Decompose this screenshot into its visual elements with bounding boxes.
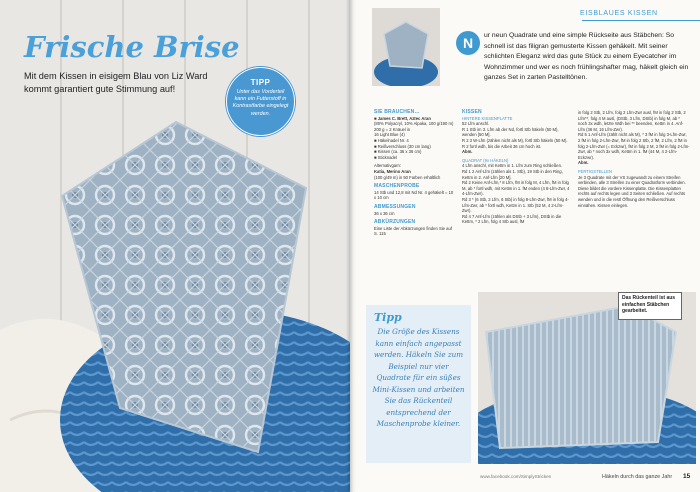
footer-text: Häkeln durch das ganze Jahr [602, 474, 673, 480]
alt-yarn-name: Katia, Merino Aran [374, 168, 411, 174]
size-heading: ABMESSUNGEN [374, 203, 416, 210]
alt-yarn-heading: Alternativgarn: [374, 163, 401, 169]
footer-url: www.facebook.com/SimplyStricken [480, 474, 552, 479]
abbr-text: Eine Liste der Abkürzungen finden Sie auf S. 115 [374, 225, 452, 237]
right-page [350, 0, 700, 492]
subheading: HINTERE KISSENPLATTE [462, 115, 513, 121]
material-item: ■ Häkelnadel Nr. 4 [374, 137, 409, 143]
tip-box [366, 305, 471, 463]
materials-column [374, 110, 454, 237]
instruction-text: R 2 fortl wdh, bis die Arbeit 36 cm hoch ist. [462, 143, 542, 149]
instruction-text: R 2 3 W-Lfm (zählen nicht als M), fortl Stb häkeln (50 M). [462, 137, 568, 143]
page-number: 15 [683, 473, 691, 480]
page-subtitle: Mit dem Kissen in eisigem Blau von Liz Ward kommt garantiert gute Stimmung auf! [24, 71, 208, 94]
material-item: 200 g = 2 Knäuel in [374, 126, 411, 132]
intro-paragraph: ur neun Quadrate und eine simple Rückseite aus Stäbchen: So schnell ist das filigran gemusterte Kissen gehäkelt. Mit seiner schlichten Eleganz wird das gute Stück zu einem Eyecatcher im Wohnzimmer und wer es noch frühlingshafter mag, häkelt gleich ein ganzes Set in zarten Pastelltönen. [484, 32, 689, 82]
instruction-text: Abm. [578, 160, 589, 166]
material-item: (80% Polyacryl, 10% Alpaka, 100 g/190 m) [374, 121, 454, 127]
material-item: ■ James C. Brett, Aztec Aran [374, 115, 431, 121]
size-text: 36 x 36 cm [374, 210, 395, 216]
subheading: QUADRAT (9x HÄKELN) [462, 157, 509, 163]
tip-text: Die Größe des Kissens kann einfach angepasst werden. Häkeln Sie zum Beispiel nur vier Quadrate für ein süßes Mini-Kissen und arbeiten Sie das Rückenteil entsprechend der Maschenprobe kleiner. [372, 327, 465, 428]
materials-heading: SIE BRAUCHEN… [374, 109, 420, 115]
material-item: ■ Sticknadel [374, 154, 398, 160]
instructions-column-2 [578, 110, 690, 208]
material-item: ■ Reißverschluss (30 cm lang) [374, 143, 431, 149]
page-title: Frische Brise [24, 30, 240, 64]
instruction-text: 4 Lfm anschl, mit Kettm in 1. Lfm zum Ring schließen. [462, 163, 563, 169]
instruction-text: Rd 3 * (6 Stb, 2 Lfm, 6 Stb) in folg 8-Lfm-Zwr, fM in folg 4-Lfm-Zwr, ab * fortl wdh, Kettm in 1. Stb (52 M, 4 2-Lfm-Zwr). [462, 196, 569, 214]
drop-cap: N [456, 31, 480, 55]
subheading: FERTIGSTELLEN [578, 168, 612, 174]
material-item: 16 Light Blue (4) [374, 132, 405, 138]
instruction-text: in folg 2 Stb, 2 Lfm, folg 2 Lfm-Zwr ausl, fM in folg 2 Stb, 2 Lfm**, folg 4 M ausl, (DStb, 3 Lfm, DStb) in folg M, ab * noch 3x wdh, letzte Wdh bei ** beenden, Kettm in 4. Anf-Lfm (36 M, 16 Lfm-Zwr). [578, 110, 686, 132]
gutter-shadow [346, 0, 356, 492]
abbr-heading: ABKÜRZUNGEN [374, 219, 416, 226]
tip-heading: Tipp [374, 311, 402, 324]
gauge-heading: MASCHENPROBE [374, 183, 420, 190]
instructions-heading: KISSEN [462, 109, 482, 115]
instruction-text: Je 3 Quadrate mit der VS zugewandt zu einem Streifen verbinden, alle 3 Streifen zu einer Quadratform verbinden. Diese bildet die vordere Kissenplatte. Die Kissenplatten rechts auf rechts legen und 3 Seiten schließen. Auf rechts wenden und in die restl Öffnung den Reißverschluss einnähen. Kissen einlegen. [578, 174, 686, 208]
tip-badge-text: Unter das Vorderteil kann ein Futterstoff in Kontrastfarbe eingelegt werden. [232, 89, 289, 117]
instruction-text: Rd 2 Keine Anf-Lfm,* 8 Lfm, fM in folg M, 4 Lfm, fM in folg M, ab * fortl wdh, mit Kettm in 1. fM enden (4 8-Lfm-Zwr, 4 4-Lfm-Zwr). [462, 180, 570, 197]
thumbnail-photo [372, 8, 440, 86]
section-rule [582, 20, 700, 21]
instruction-text: Abm. [462, 149, 473, 155]
alt-yarn-text: (100 g/49 m) in 50 Farben erhältlich [374, 174, 441, 180]
tip-badge-label: TIPP [250, 78, 271, 87]
instructions-column-1 [462, 110, 570, 225]
section-label: EISBLAUES KISSEN [580, 10, 658, 17]
gauge-text: 14 Stb und 12,8 mit Nd Nr. 4 gehäkelt = 10 x 10 cm [374, 189, 454, 201]
instruction-text: Rd 1 2 Anf-Lfm (zählen als 1. Stb), 19 Stb in den Ring, Kettm in 2. Anf-Lfm [20 M]. [462, 168, 563, 180]
photo-caption: Das Rückenteil ist aus einfachen Stäbchen gearbeitet. [618, 292, 682, 320]
instruction-text: 52 Lfm anschl. [462, 121, 490, 127]
instruction-text: R 1 Stb im 3. Lfm ab der Nd, fortl Stb häkeln (50 M), wenden [50 M]. [462, 126, 559, 138]
material-item: ■ Kissen (ca. 36 x 36 cm) [374, 149, 422, 155]
tip-badge [226, 67, 295, 136]
instruction-text: Rd 5 1 Anf-Lfm (zählt nicht als M), * 3 fM in folg 3-Lfm-Zwr, 2 fM in folg 2-Lfm-Zwr, fM in folg 2 Stb, 2 fM, 2 Lfm, 2 fM in folg 2-Lfm-Zwr (= Eckzwr), fM in folg 2 M, 2 fM in folg 2-Lfm-Zwr, ab * noch 3x wdh, Kettm in 1. fM (44 M, 4 2-Lfm-Eckzwr). [578, 132, 690, 160]
instruction-text: Rd 4 7 Anf-Lfm (zählen als DStb + 3 Lfm), DStb in die Kettm, * 2 Lfm, folg 4 Stb ausl, fM [462, 213, 562, 225]
